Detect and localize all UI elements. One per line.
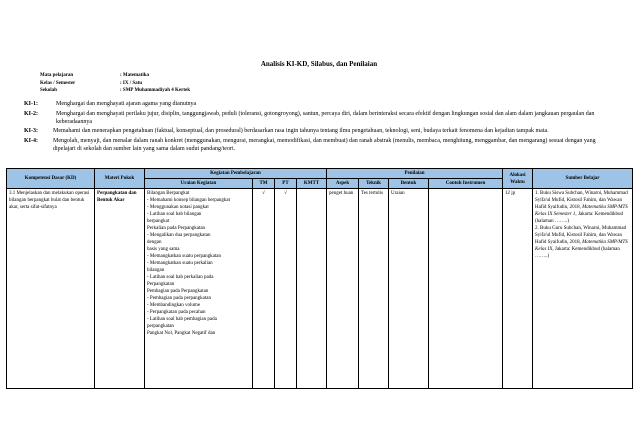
ki-code: KI-1: — [24, 101, 38, 107]
source-item — [535, 225, 630, 260]
meta-value: : Matematika — [120, 73, 150, 78]
uraian-line: - Pembagian pada perpangkatan — [147, 296, 212, 301]
cell-sumber — [533, 189, 633, 389]
uraian-line: berpangkat — [147, 219, 170, 224]
uraian-line: - Mengalikan dua perpangkatan — [147, 233, 211, 238]
header-alokasi: Alokasi Waktu — [503, 169, 533, 189]
header-aspek: Aspek — [327, 179, 359, 189]
header-sumber: Sumber Belajar — [533, 169, 633, 189]
ki-item — [24, 110, 614, 126]
meta-label: Kelas / Semester — [40, 80, 76, 86]
header-kd: Kompetensi Dasar (KD) — [7, 169, 95, 189]
source-title: Matematika SMP/MTS Kelas IX, — [535, 240, 628, 252]
uraian-line: - Menggunakan notasi pangkat — [147, 205, 209, 210]
header-tm: TM — [253, 179, 275, 189]
cell-kd: 3.1 Menjelaskan dan melakukan operasi bilangan berpangkat bulat dan bentuk akar, serta sifat-sifatnya — [7, 189, 95, 389]
uraian-line: basis yang sama — [147, 247, 180, 252]
header-teknik: Teknik — [359, 179, 389, 189]
header-bentuk: Bentuk — [389, 179, 429, 189]
meta-label: Sekolah — [40, 88, 57, 93]
header-uraian: Uraian Kegiatan — [145, 179, 253, 189]
cell-bentuk: Uraian — [389, 189, 429, 389]
meta-row-school — [40, 87, 190, 95]
ki-item — [24, 100, 614, 108]
uraian-line: Bilangan Berpangkat — [147, 191, 190, 196]
meta-value: : SMP Muhammadiyah 4 Kertek — [120, 88, 190, 93]
ki-text: Memahami dan menerapkan pengetahuan (faktual, konseptual, dan prosedural) berdasarkan rasa ingin tahunya tentang ilmu pengetahuan, teknologi, seni, budaya terkait fenomena dan kejadian tampak mata. — [53, 128, 549, 134]
page-title: Analisis KI-KD, Silabus, dan Penilaian — [260, 60, 378, 68]
cell-tm: √ — [253, 189, 275, 389]
source-tail: Jakarta: Kemendikbud (halaman ……..) — [535, 247, 620, 259]
header-penilaian: Penilaian — [327, 169, 503, 179]
ki-code: KI-4: — [24, 137, 38, 144]
cell-teknik: Tes tertulis — [359, 189, 389, 389]
uraian-line: - Memahami konsep bilangan berpangkat — [147, 198, 231, 203]
uraian-line: - Latihan soal bab pembagian pada — [147, 317, 217, 322]
table-header-row — [7, 169, 633, 179]
uraian-line: Pembagian pada Perpangkatan — [147, 289, 209, 294]
source-title: Matematika SMP/MTS Kelas IX Semester 1, — [535, 205, 628, 217]
meta-value: : IX / Satu — [120, 80, 143, 86]
ki-text: Menghargai dan menghayati perilaku jujur, disiplin, tanggungjawab, peduli (toleransi, gotongroyong), santun, percaya diri, dalam berinteraksi secara efektif dengan lingkungan sosial dan alam dalam jangkauan pergaulan dan keberadaannya — [56, 110, 595, 125]
meta-label: Mata pelajaran — [40, 73, 74, 78]
meta-row-class — [40, 80, 190, 88]
uraian-line: perpangkatan — [147, 324, 174, 329]
source-tail: Jakarta: Kemendikbud (halaman ……..) — [535, 212, 624, 224]
header-contoh: Contoh Instrumen — [429, 179, 503, 189]
table-row — [7, 189, 633, 389]
cell-alokasi: 12 jp — [503, 189, 533, 389]
uraian-line: - Perpangkatan pada pecahan — [147, 310, 206, 315]
ki-item — [24, 127, 614, 135]
ki-text: Mengolah, menyaji, dan menalar dalam ranah konkret (menggunakan, mengurai, merangkai, memodifikasi, dan membuat) dan ranah abstrak (menulis, membaca, menghitung, menggambar, dan mengarang) sesuai dengan yang dipelajari di sekolah dan sumber lain yang sama dalam sudut pandang/teori. — [53, 137, 596, 152]
source-item — [535, 190, 630, 225]
source-text: 2. Buku Guru Subchan, Winarni, Muhammad Syifa'ul Mufid, Kistosil Fahim, dan Wawan Hafid Syaifudin, 2018, — [535, 226, 627, 245]
uraian-line: - Latihan soal bab bilangan — [147, 212, 202, 217]
uraian-line: Perkalian pada Perpangkatan — [147, 226, 206, 231]
cell-pt: √ — [275, 189, 297, 389]
cell-aspek: penget huan — [327, 189, 359, 389]
meta-row-subject — [40, 72, 190, 80]
syllabus-table — [6, 168, 633, 389]
cell-kmtt — [297, 189, 327, 389]
ki-code: KI-2: — [24, 110, 38, 117]
uraian-line: Pangkat Nol, Pangkat Negatif dan — [147, 331, 216, 336]
ki-item — [24, 137, 614, 153]
uraian-line: - Memangkatkan suatu perpangkatan — [147, 254, 222, 259]
header-kegiatan: Kegiatan Pembelajaran — [145, 169, 327, 179]
ki-text: Menghargai dan menghayati ajaran agama yang dianutnya — [56, 101, 197, 107]
core-competencies — [24, 100, 614, 154]
uraian-line: dengan — [147, 240, 162, 245]
uraian-line: - Latihan soal bab perkalian pada — [147, 275, 214, 280]
cell-materi: Perpangkatan dan Bentuk Akar — [95, 189, 145, 389]
cell-contoh — [429, 189, 503, 389]
header-kmtt: KMTT — [297, 179, 327, 189]
ki-code: KI-3: — [24, 128, 38, 134]
header-pt: PT — [275, 179, 297, 189]
header-materi: Materi Pokok — [95, 169, 145, 189]
cell-uraian — [145, 189, 253, 389]
document-meta — [40, 72, 190, 95]
uraian-line: Perpangkatan — [147, 282, 175, 287]
uraian-line: - Memangkatkan suatu perkalian — [147, 261, 213, 266]
uraian-line: - Membandingkan volume — [147, 303, 201, 308]
source-text: 1. Buku Siswa Subchan, Winarni, Muhammad Syifa'ul Mufid, Kistosil Fahim, dan Wawan Hafid Syaifudin, 2018, — [535, 191, 628, 210]
uraian-line: bilangan — [147, 268, 165, 273]
